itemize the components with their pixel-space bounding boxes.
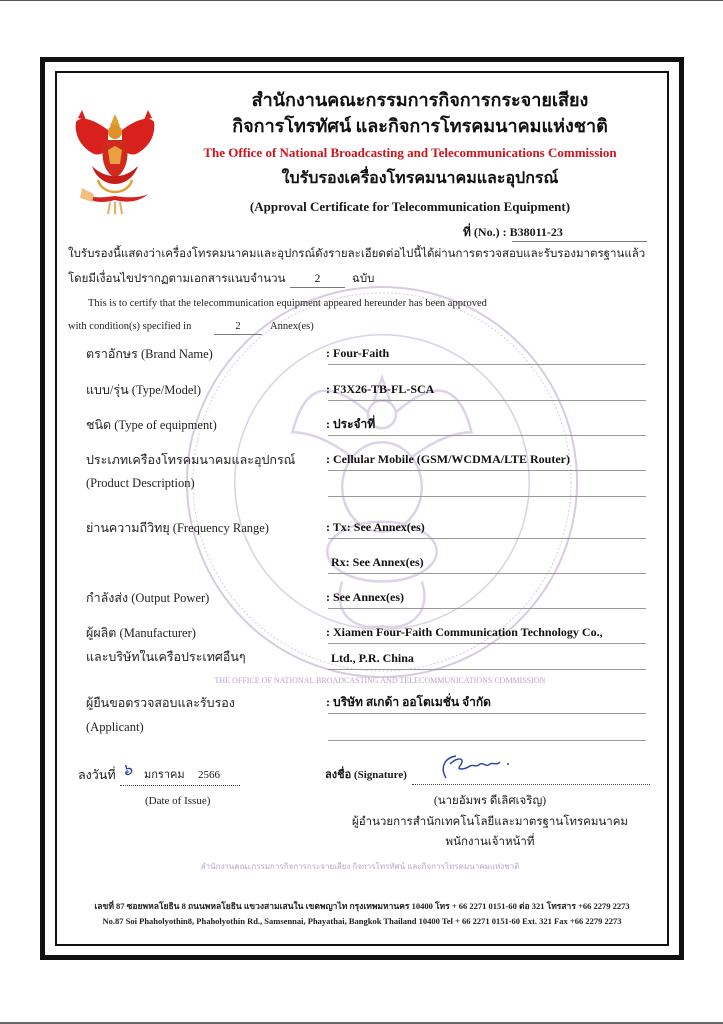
field-applicant-underline-2 (328, 740, 646, 741)
field-manufacturer-label-2: และบริษัทในเครือประเทศอื่นๆ (86, 650, 246, 664)
agency-thai-title-line2: กิจการโทรทัศน์ และกิจการโทรคมนาคมแห่งชาติ (232, 116, 608, 136)
field-type-value: : ประจำที่ (326, 417, 376, 431)
garuda-emblem-icon (70, 108, 160, 218)
field-manufacturer-underline-1 (328, 643, 646, 644)
issue-date-day-handwritten: ๖ (122, 762, 133, 779)
field-manufacturer-underline-2 (328, 669, 646, 670)
field-frequency-underline-2 (328, 573, 646, 574)
field-description-underline-1 (328, 470, 646, 471)
issue-date-month: มกราคม (144, 769, 185, 781)
certificate-number (463, 226, 563, 240)
field-frequency-tx-value: : Tx: See Annex(es) (326, 520, 425, 534)
manufacturer-value-line1: Xiamen Four-Faith Communication Technology Co., (333, 625, 603, 639)
signatory-title-line1: ผู้อำนวยการสำนักเทคโนโลยีและมาตรฐานโทรคมนาคม (351, 816, 629, 828)
handwritten-signature-icon (436, 752, 516, 782)
intro-thai-annex-count: 2 (290, 273, 345, 288)
brand-name-value: Four-Faith (333, 346, 390, 360)
field-description-value: : Cellular Mobile (GSM/WCDMA/LTE Router) (326, 452, 570, 466)
intro-english-annex-count: 2 (214, 321, 262, 335)
field-frequency-underline-1 (328, 538, 646, 539)
footer-english-address: No.87 Soi Phaholyothin8, Phaholyothin Rd., Samsennai, Phayathai, Bangkok Thailand 10400 Tel + 66 2271 0151-60 Ext. 321 Fax +66 2279 2273 (102, 916, 622, 926)
field-brand-value: : Four-Faith (326, 346, 390, 360)
field-type-label: ชนิด (Type of equipment) (86, 418, 217, 432)
seal-text-bottom: THE OFFICE OF NATIONAL BROADCASTING AND TELECOMMUNICATIONS COMMISSION (214, 676, 546, 685)
agency-english-title: The Office of National Broadcasting and Telecommunications Commission (203, 145, 617, 160)
field-power-label: กำลังส่ง (Output Power) (86, 591, 210, 605)
field-frequency-rx-value: Rx: See Annex(es) (331, 555, 424, 569)
field-applicant-value: : บริษัท สเกด้า ออโตเมชั่น จำกัด (326, 695, 491, 709)
issue-date-year: 2566 (198, 769, 220, 781)
field-description-label: ประเภทเครื่องโทรคมนาคมและอุปกรณ์ (86, 453, 296, 467)
signatory-name: (นายอัมพร ดีเลิศเจริญ) (433, 795, 547, 807)
signature-dotted-line (412, 784, 650, 785)
product-description-value: Cellular Mobile (GSM/WCDMA/LTE Router) (333, 452, 570, 466)
footer-thai-address: เลขที่ 87 ซอยพหลโยธิน 8 ถนนพหลโยธิน แขวงสามเสนใน เขตพญาไท กรุงเทพมหานคร 10400 โทร + 66 2271 0151-60 ต่อ 321 โทรสาร +66 2279 2273 (94, 901, 630, 911)
field-brand-underline (328, 364, 646, 365)
field-manufacturer-label: ผู้ผลิต (Manufacturer) (86, 626, 196, 640)
seal-text-top: สำนักงานคณะกรรมการกิจการกระจายเสียง กิจการโทรทัศน์ และกิจการโทรคมนาคมแห่งชาติ (200, 862, 520, 871)
issue-date-label: ลงวันที่ (78, 768, 116, 782)
field-frequency-label: ย่านความถี่วิทยุ (Frequency Range) (86, 521, 269, 535)
output-power-value: See Annex(es) (333, 590, 404, 604)
field-model-label: แบบ/รุ่น (Type/Model) (86, 383, 202, 397)
intro-thai-line2-prefix: โดยมีเงื่อนไขปรากฏตามเอกสารแนบจำนวน (68, 273, 286, 285)
intro-english-line2-suffix: Annex(es) (270, 321, 314, 332)
field-manufacturer-value-2: Ltd., P.R. China (331, 651, 414, 665)
intro-thai-line2-suffix: ฉบับ (352, 273, 375, 285)
signature-label: ลงชื่อ (Signature) (325, 769, 407, 781)
field-description-label-en: (Product Description) (86, 476, 195, 490)
certificate-english-title: (Approval Certificate for Telecommunication Equipment) (249, 199, 571, 214)
model-value: F3X26-TB-FL-SCA (333, 382, 435, 396)
field-power-underline (328, 608, 646, 609)
intro-english-line1: This is to certify that the telecommunication equipment appeared hereunder has been approved (88, 298, 487, 309)
field-manufacturer-value-1: : Xiamen Four-Faith Communication Technology Co., (326, 625, 603, 639)
field-power-value: : See Annex(es) (326, 590, 404, 604)
certificate-number-label: ที่ (No.) : (463, 225, 507, 239)
field-applicant-label-en: (Applicant) (86, 720, 144, 734)
equipment-type-value: ประจำที่ (333, 417, 376, 431)
field-model-underline (328, 400, 646, 401)
certificate-number-value: B38011-23 (509, 225, 563, 239)
frequency-tx-value: Tx: See Annex(es) (332, 520, 425, 534)
applicant-value: บริษัท สเกด้า ออโตเมชั่น จำกัด (333, 695, 491, 709)
intro-thai-line1: ใบรับรองนี้แสดงว่าเครื่องโทรคมนาคมและอุปกรณ์ดังรายละเอียดต่อไปนี้ได้ผ่านการตรวจสอบและรับรองมาตรฐานแล้ว (68, 248, 646, 260)
field-model-value: : F3X26-TB-FL-SCA (326, 382, 435, 396)
field-brand-label: ตราอักษร (Brand Name) (86, 347, 213, 361)
agency-thai-title-line1: สำนักงานคณะกรรมการกิจการกระจายเสียง (251, 90, 589, 110)
issue-date-dotted-line (120, 785, 240, 786)
issue-date-sublabel: (Date of Issue) (145, 795, 211, 807)
signatory-title-line2: พนักงานเจ้าหน้าที่ (445, 836, 535, 848)
certificate-thai-title: ใบรับรองเครื่องโทรคมนาคมและอุปกรณ์ (281, 170, 559, 187)
field-applicant-underline-1 (328, 713, 646, 714)
field-applicant-label: ผู้ยื่นขอตรวจสอบและรับรอง (86, 696, 235, 710)
intro-english-line2-prefix: with condition(s) specified in (68, 321, 192, 332)
field-description-underline-2 (328, 496, 646, 497)
field-type-underline (328, 435, 646, 436)
certificate-number-underline (512, 241, 647, 242)
